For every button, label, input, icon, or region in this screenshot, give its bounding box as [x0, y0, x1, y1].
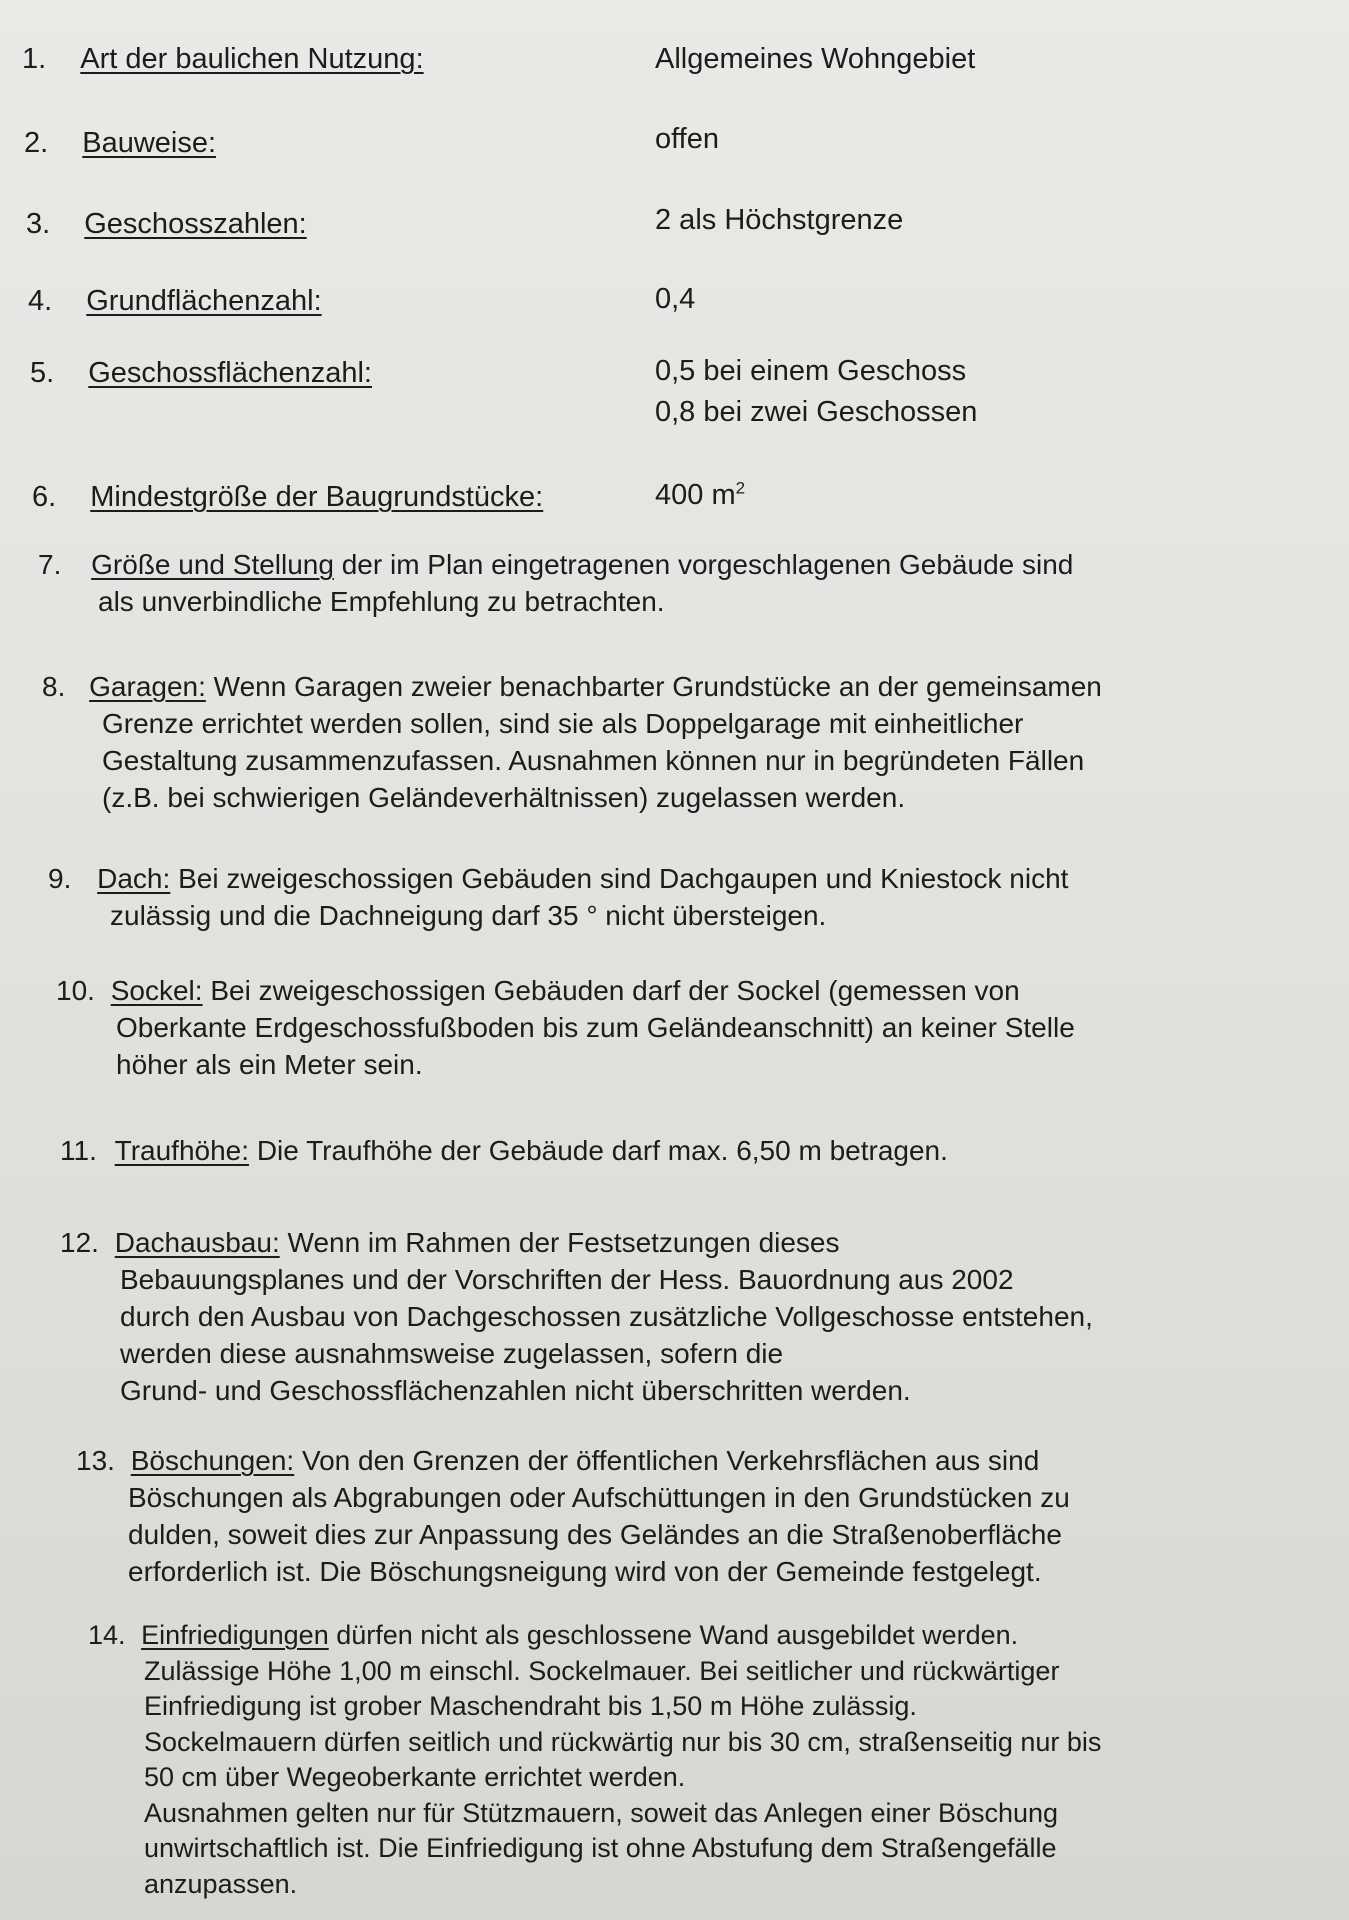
item-text-line: werden diese ausnahmsweise zugelassen, sofern die: [120, 1338, 784, 1369]
item-text-line: der im Plan eingetragenen vorgeschlagenen Gebäude sind: [341, 549, 1074, 580]
item-text-line: Zulässige Höhe 1,00 m einschl. Sockelmauer. Bei seitlicher und rückwärtiger: [144, 1655, 1060, 1686]
item-text-line: Bei zweigeschossigen Gebäuden darf der Sockel (gemessen von: [210, 975, 1020, 1006]
item-label: Böschungen:: [130, 1445, 295, 1476]
item-text-line: Von den Grenzen der öffentlichen Verkehrsflächen aus sind: [301, 1445, 1040, 1476]
item-number: 12.: [60, 1227, 99, 1258]
item-1-value: Allgemeines Wohngebiet: [655, 43, 976, 75]
area-unit-superscript: 2: [735, 478, 746, 498]
item-text-line: Grund- und Geschossflächenzahlen nicht überschritten werden.: [120, 1375, 911, 1406]
item-number: 1.: [22, 43, 47, 75]
item-text-line: dulden, soweit dies zur Anpassung des Geländes an die Straßenoberfläche: [128, 1519, 1062, 1550]
item-11: [60, 1132, 948, 1169]
item-number: 5.: [30, 357, 55, 389]
item-2: [24, 124, 216, 162]
item-4: [28, 282, 322, 320]
item-text-line: Oberkante Erdgeschossfußboden bis zum Geländeanschnitt) an keiner Stelle: [116, 1012, 1075, 1043]
item-number: 2.: [24, 127, 49, 159]
item-text-line: 50 cm über Wegeoberkante errichtet werden.: [144, 1762, 686, 1792]
item-text-line: Bebauungsplanes und der Vorschriften der Hess. Bauordnung aus 2002: [120, 1264, 1014, 1295]
item-label: Dach:: [97, 863, 171, 894]
item-number: 4.: [28, 285, 53, 317]
item-text-line: Einfriedigung ist grober Maschendraht bis 1,50 m Höhe zulässig.: [144, 1691, 917, 1721]
item-8: [42, 668, 1102, 816]
item-1: [22, 40, 424, 78]
item-label: Traufhöhe:: [114, 1135, 250, 1166]
item-2-value: offen: [655, 123, 719, 155]
item-label: Geschossflächenzahl:: [88, 357, 372, 389]
item-text-line: Ausnahmen gelten nur für Stützmauern, soweit das Anlegen einer Böschung: [144, 1797, 1059, 1828]
item-text-line: unwirtschaftlich ist. Die Einfriedigung ist ohne Abstufung dem Straßengefälle: [144, 1833, 1057, 1863]
item-text-line: Wenn Garagen zweier benachbarter Grundstücke an der gemeinsamen: [213, 671, 1102, 702]
item-number: 11.: [60, 1135, 97, 1166]
item-label: Größe und Stellung: [91, 549, 334, 580]
item-text-line: Gestaltung zusammenzufassen. Ausnahmen können nur in begründeten Fällen: [102, 745, 1085, 776]
item-number: 8.: [42, 671, 66, 702]
item-label: Garagen:: [89, 671, 206, 702]
item-6-value: [655, 476, 745, 514]
item-number: 3.: [26, 208, 51, 240]
item-number: 10.: [56, 975, 95, 1006]
item-text-line: durch den Ausbau von Dachgeschossen zusätzliche Vollgeschosse entstehen,: [120, 1301, 1093, 1332]
item-5-value-2: 0,8 bei zwei Geschossen: [655, 396, 978, 428]
item-number: 13.: [76, 1445, 115, 1476]
item-number: 6.: [32, 481, 57, 513]
item-label: Sockel:: [110, 975, 203, 1006]
item-14: [88, 1618, 1101, 1902]
item-4-value: 0,4: [655, 283, 696, 315]
item-text-line: dürfen nicht als geschlossene Wand ausgebildet werden.: [336, 1620, 1019, 1650]
item-text-line: Böschungen als Abgrabungen oder Aufschüttungen in den Grundstücken zu: [128, 1482, 1070, 1513]
item-text-line: als unverbindliche Empfehlung zu betrachten.: [98, 586, 665, 617]
item-text-line: (z.B. bei schwierigen Geländeverhältnissen) zugelassen werden.: [102, 782, 906, 813]
item-label: Art der baulichen Nutzung:: [80, 43, 424, 75]
item-label: Mindestgröße der Baugrundstücke:: [90, 481, 544, 513]
item-text-line: erforderlich ist. Die Böschungsneigung wird von der Gemeinde festgelegt.: [128, 1556, 1042, 1587]
item-number: 9.: [48, 863, 72, 894]
item-text-line: höher als ein Meter sein.: [116, 1049, 423, 1080]
item-7: [38, 546, 1073, 620]
item-text-line: Bei zweigeschossigen Gebäuden sind Dachgaupen und Kniestock nicht: [178, 863, 1069, 894]
item-label: Geschosszahlen:: [84, 208, 307, 240]
item-text-line: anzupassen.: [144, 1868, 298, 1899]
item-text-line: Sockelmauern dürfen seitlich und rückwärtig nur bis 30 cm, straßenseitig nur bis: [144, 1726, 1102, 1757]
item-number: 7.: [38, 549, 62, 580]
item-10: [56, 972, 1075, 1083]
item-number: 14.: [88, 1620, 126, 1650]
item-3: [26, 205, 307, 243]
item-text-line: Die Traufhöhe der Gebäude darf max. 6,50 m betragen.: [256, 1135, 948, 1166]
item-label: Dachausbau:: [114, 1227, 280, 1258]
item-5-value: 0,5 bei einem Geschoss: [655, 355, 967, 387]
item-6: [32, 478, 543, 516]
item-3-value: 2 als Höchstgrenze: [655, 204, 904, 236]
item-text-line: Grenze errichtet werden sollen, sind sie als Doppelgarage mit einheitlicher: [102, 708, 1024, 739]
item-13: [76, 1442, 1070, 1590]
item-5: [30, 354, 372, 392]
item-label: Einfriedigungen: [141, 1620, 329, 1650]
item-label: Bauweise:: [82, 127, 217, 159]
item-text-line: Wenn im Rahmen der Festsetzungen dieses: [287, 1227, 840, 1258]
item-label: Grundflächenzahl:: [86, 285, 322, 317]
area-value: 400 m: [655, 479, 736, 511]
item-text-line: zulässig und die Dachneigung darf 35 ° nicht übersteigen.: [110, 900, 827, 931]
item-9: [48, 860, 1068, 934]
item-12: [60, 1224, 1093, 1409]
